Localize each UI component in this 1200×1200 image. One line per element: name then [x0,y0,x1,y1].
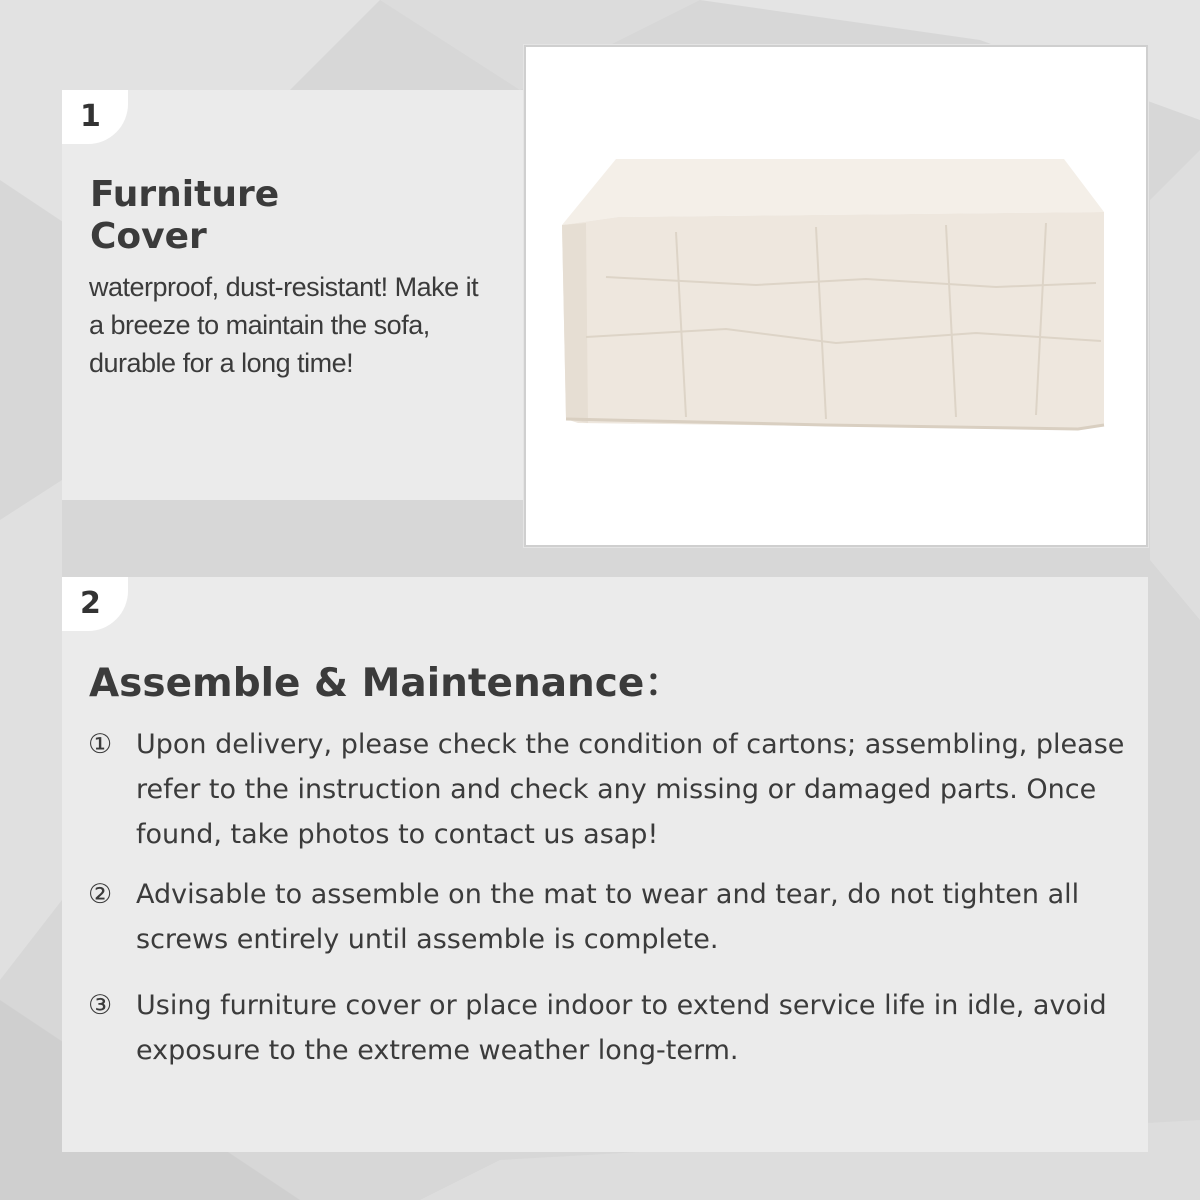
section-2-panel [62,577,1148,1152]
section-1-number: 1 [80,99,101,134]
list-item-text: Using furniture cover or place indoor to extend service life in idle, avoid exposure to the extreme weather long-term. [136,990,1107,1066]
list-item-text: Advisable to assemble on the mat to wear and tear, do not tighten all screws entirely until assemble is complete. [136,879,1080,955]
list-item-marker: ① [88,729,113,760]
section-1-panel [62,90,532,500]
list-item-text: Upon delivery, please check the condition of cartons; assembling, please refer to the instruction and check any missing or damaged parts. Once found, take photos to contact us asap! [136,729,1125,850]
section-1-title [90,174,390,258]
list-item-marker: ③ [88,990,113,1021]
section-1-title-line-1: Furniture [90,174,280,215]
product-photo-frame [524,45,1148,547]
list-item [88,872,1128,962]
list-item [88,983,1128,1073]
section-1-title-line-2: Cover [90,216,207,257]
list-item-marker: ② [88,879,113,910]
section-1-description: waterproof, dust-resistant! Make it a breeze to maintain the sofa, durable for a long time! [89,272,479,378]
furniture-cover-photo [526,47,1146,545]
section-1-number-tab [62,90,128,144]
section-2-number: 2 [80,586,101,621]
section-2-title: Assemble & Maintenance： [89,661,684,706]
section-2-number-tab [62,577,128,631]
list-item [88,722,1128,857]
